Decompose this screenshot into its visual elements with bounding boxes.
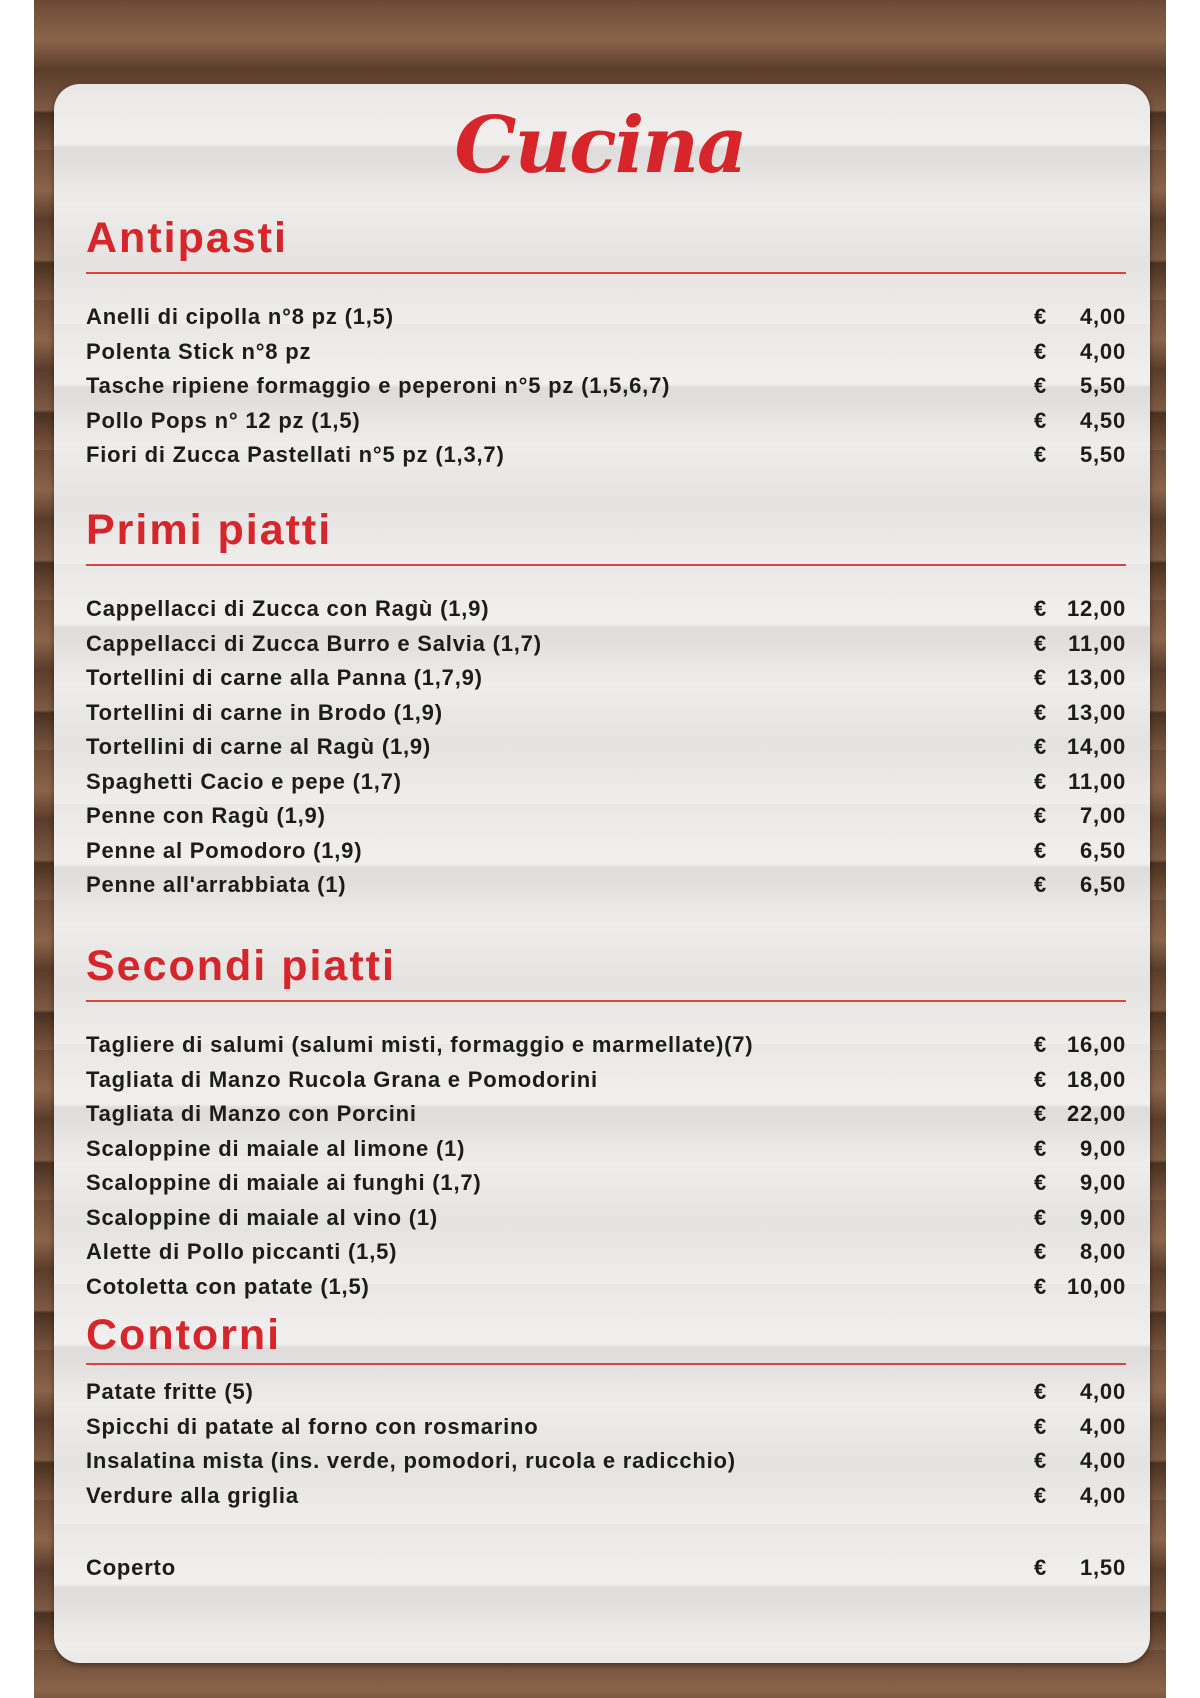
menu-item	[86, 592, 1126, 627]
menu-section	[86, 940, 1126, 1304]
currency: €	[1034, 1482, 1048, 1508]
menu-item	[86, 438, 1126, 473]
section-divider	[86, 564, 1126, 566]
item-name: Tagliere di salumi (salumi misti, formaggio e marmellate)(7)	[86, 1032, 754, 1057]
item-name: Scaloppine di maiale ai funghi (1,7)	[86, 1170, 482, 1195]
menu-title: Cucina	[454, 100, 746, 191]
item-name: Pollo Pops n° 12 pz (1,5)	[86, 407, 361, 433]
section-heading: Secondi piatti	[86, 942, 396, 990]
menu-item	[86, 1235, 1126, 1270]
item-price: 6,50	[1079, 837, 1126, 863]
menu-item	[86, 696, 1126, 731]
menu-item	[86, 834, 1126, 869]
menu-section	[86, 504, 1126, 903]
currency: €	[1034, 803, 1048, 828]
menu-item	[86, 1375, 1126, 1410]
currency: €	[1034, 1273, 1048, 1299]
item-price: 11,00	[1068, 768, 1126, 794]
section-divider	[86, 1363, 1126, 1365]
coperto-row-wrap	[86, 1551, 1126, 1586]
coperto-row	[86, 1551, 1126, 1586]
item-name: Penne con Ragù (1,9)	[86, 803, 326, 828]
currency: €	[1034, 872, 1048, 897]
menu-section	[86, 1309, 1126, 1513]
currency: €	[1034, 1170, 1048, 1195]
currency: €	[1034, 407, 1048, 433]
item-price: 6,50	[1079, 872, 1126, 897]
item-price: 4,00	[1079, 338, 1126, 364]
menu-section	[86, 212, 1126, 473]
item-price: 9,00	[1079, 1135, 1126, 1161]
item-price: 7,00	[1079, 803, 1126, 828]
currency: €	[1034, 1204, 1048, 1230]
item-price: 4,00	[1079, 1448, 1126, 1473]
item-name: Cotoletta con patate (1,5)	[86, 1273, 370, 1299]
currency: €	[1034, 1413, 1048, 1439]
item-name: Tortellini di carne in Brodo (1,9)	[86, 699, 443, 725]
currency: €	[1034, 1101, 1048, 1126]
menu-item	[86, 868, 1126, 903]
currency: €	[1034, 630, 1048, 656]
item-name: Tagliata di Manzo Rucola Grana e Pomodorini	[86, 1066, 598, 1092]
currency: €	[1034, 837, 1048, 863]
item-price: 11,00	[1068, 630, 1126, 656]
currency: €	[1034, 734, 1048, 759]
menu-item	[86, 1201, 1126, 1236]
currency: €	[1034, 1555, 1048, 1580]
left-margin	[0, 0, 34, 1698]
currency: €	[1034, 338, 1048, 364]
currency: €	[1034, 1135, 1048, 1161]
item-name: Tagliata di Manzo con Porcini	[86, 1101, 417, 1126]
currency: €	[1034, 1448, 1048, 1473]
menu-item	[86, 1166, 1126, 1201]
item-price: 8,00	[1079, 1239, 1126, 1264]
section-divider	[86, 272, 1126, 274]
currency: €	[1034, 699, 1048, 725]
section-heading: Antipasti	[86, 214, 288, 262]
item-name: Penne al Pomodoro (1,9)	[86, 837, 363, 863]
item-name: Fiori di Zucca Pastellati n°5 pz (1,3,7)	[86, 442, 505, 467]
item-name: Patate fritte (5)	[86, 1379, 254, 1404]
menu-item	[86, 1097, 1126, 1132]
item-name: Spicchi di patate al forno con rosmarino	[86, 1413, 539, 1439]
currency: €	[1034, 442, 1048, 467]
item-name: Scaloppine di maiale al limone (1)	[86, 1135, 466, 1161]
item-name: Tasche ripiene formaggio e peperoni n°5 pz (1,5,6,7)	[86, 373, 671, 398]
section-divider	[86, 1000, 1126, 1002]
item-name: Tortellini di carne alla Panna (1,7,9)	[86, 665, 483, 690]
item-price: 4,50	[1079, 407, 1126, 433]
item-price: 9,00	[1079, 1170, 1126, 1195]
menu-item	[86, 730, 1126, 765]
currency: €	[1034, 1239, 1048, 1264]
item-price: 10,00	[1066, 1273, 1126, 1299]
currency: €	[1034, 665, 1048, 690]
item-price: 5,50	[1079, 373, 1126, 398]
item-price: 4,00	[1079, 304, 1126, 329]
menu-item	[86, 1270, 1126, 1305]
item-price: 12,00	[1066, 596, 1126, 621]
item-price: 4,00	[1079, 1379, 1126, 1404]
menu-item	[86, 1444, 1126, 1479]
item-name: Tortellini di carne al Ragù (1,9)	[86, 734, 432, 759]
item-price: 16,00	[1066, 1032, 1126, 1057]
item-price: 4,00	[1079, 1482, 1126, 1508]
item-price: 9,00	[1079, 1204, 1126, 1230]
item-price: 22,00	[1066, 1101, 1126, 1126]
menu-item	[86, 404, 1126, 439]
currency: €	[1034, 373, 1048, 398]
currency: €	[1034, 1066, 1048, 1092]
menu-item	[86, 661, 1126, 696]
item-name: Polenta Stick n°8 pz	[86, 338, 312, 364]
menu-item	[86, 1028, 1126, 1063]
item-price: 18,00	[1066, 1066, 1126, 1092]
item-name: Anelli di cipolla n°8 pz (1,5)	[86, 304, 394, 329]
currency: €	[1034, 596, 1048, 621]
menu-item	[86, 765, 1126, 800]
menu-item	[86, 1132, 1126, 1167]
menu-item	[86, 1479, 1126, 1514]
menu-item	[86, 1410, 1126, 1445]
item-name: Scaloppine di maiale al vino (1)	[86, 1204, 439, 1230]
item-name: Spaghetti Cacio e pepe (1,7)	[86, 768, 402, 794]
menu-item	[86, 300, 1126, 335]
menu-item	[86, 627, 1126, 662]
currency: €	[1034, 768, 1048, 794]
item-price: 4,00	[1079, 1413, 1126, 1439]
menu-item	[86, 335, 1126, 370]
item-name: Coperto	[86, 1555, 176, 1580]
item-name: Alette di Pollo piccanti (1,5)	[86, 1239, 398, 1264]
right-margin	[1166, 0, 1200, 1698]
menu-item	[86, 799, 1126, 834]
item-price: 5,50	[1079, 442, 1126, 467]
item-name: Cappellacci di Zucca Burro e Salvia (1,7)	[86, 630, 542, 656]
item-name: Verdure alla griglia	[86, 1482, 299, 1508]
menu-item	[86, 369, 1126, 404]
item-name: Insalatina mista (ins. verde, pomodori, rucola e radicchio)	[86, 1448, 736, 1473]
section-heading: Contorni	[86, 1311, 282, 1359]
section-heading: Primi piatti	[86, 506, 333, 554]
currency: €	[1034, 1379, 1048, 1404]
item-name: Cappellacci di Zucca con Ragù (1,9)	[86, 596, 490, 621]
item-name: Penne all'arrabbiata (1)	[86, 872, 347, 897]
item-price: 13,00	[1066, 699, 1126, 725]
item-price: 1,50	[1079, 1555, 1126, 1580]
item-price: 13,00	[1066, 665, 1126, 690]
item-price: 14,00	[1066, 734, 1126, 759]
currency: €	[1034, 1032, 1048, 1057]
menu-item	[86, 1063, 1126, 1098]
currency: €	[1034, 304, 1048, 329]
